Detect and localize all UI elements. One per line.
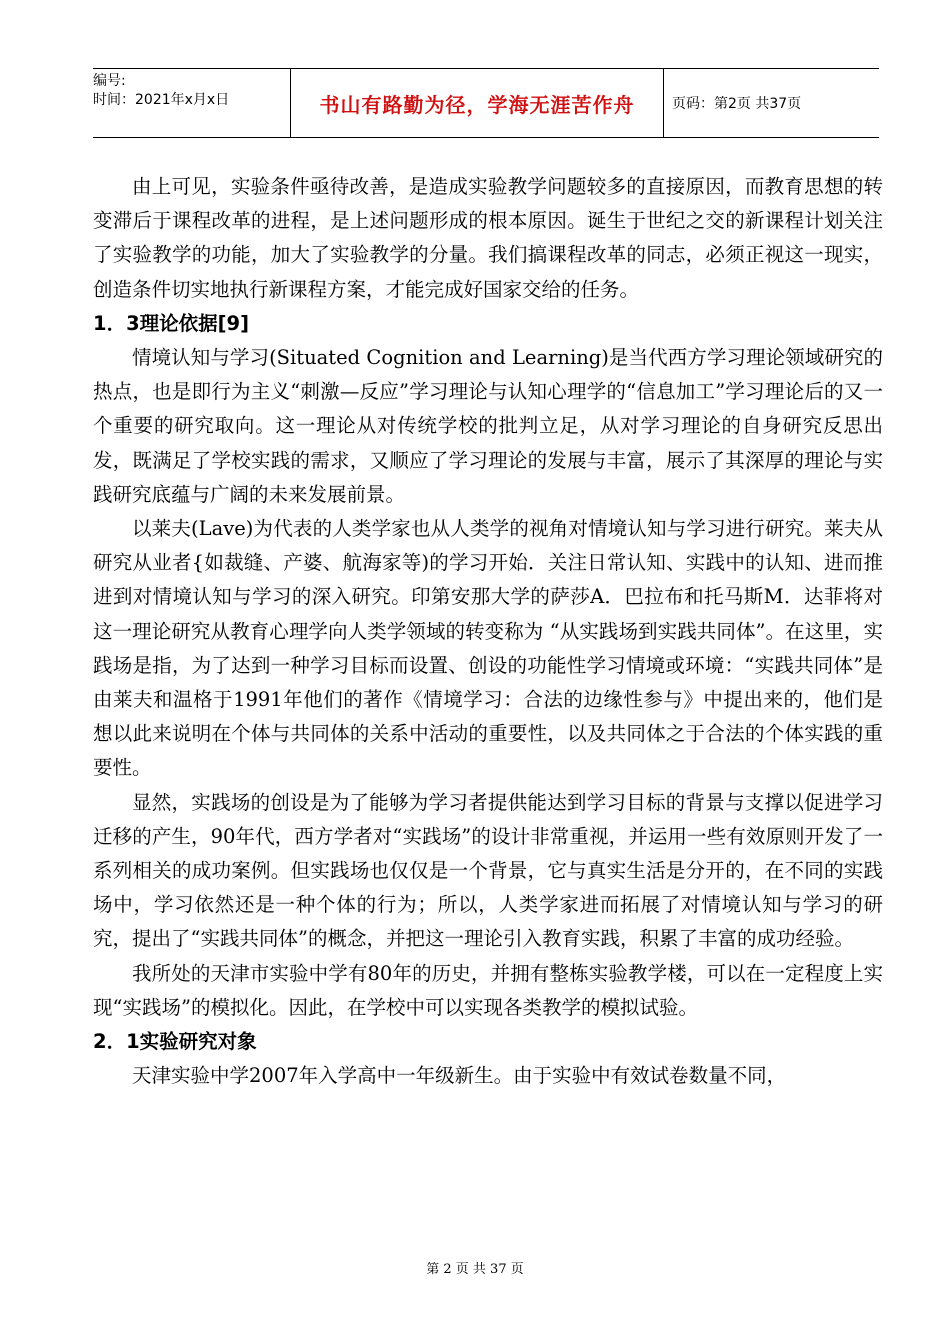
document-body — [93, 170, 883, 1093]
paragraph: 天津实验中学2007年入学高中一年级新生。由于实验中有效试卷数量不同， — [132, 1064, 787, 1088]
page-footer: 第 2 页 共 37 页 — [426, 1262, 524, 1277]
paragraph: 我所处的天津市实验中学有80年的历史，并拥有整栋实验教学楼，可以在一定程度上实现“实践场”的模拟化。因此，在学校中可以实现各类教学的模拟试验。 — [93, 961, 883, 1019]
section-heading: 1．3理论依据[9] — [93, 311, 250, 335]
header-page-info: 页码：第2页 共37页 — [672, 96, 802, 112]
paragraph: 以莱夫(Lave)为代表的人类学家也从人类学的视角对情境认知与学习进行研究。莱夫从研究从业者{如裁缝、产婆、航海家等)的学习开始．关注日常认知、实践中的认知、进而推进到对情境认知与学习的深入研究。印第安那大学的萨莎A．巴拉布和托马斯M．达菲将对这一理论研究从教育心理学向人类学领域的转变称为 “从实践场到实践共同体”。在这里，实践场是指，为了达到一种学习目标而设置、创设的功能性学习情境或环境：“实践共同体”是由莱夫和温格于1991年他们的著作《情境学习：合法的边缘性参与》中提出来的，他们是想以此来说明在个体与共同体的关系中活动的重要性，以及共同体之于合法的个体实践的重要性。 — [93, 517, 883, 780]
document-time-label: 时间：2021年x月x日 — [93, 92, 230, 108]
header-meta — [93, 69, 291, 137]
paragraph: 由上可见，实验条件亟待改善，是造成实验教学问题较多的直接原因，而教育思想的转变滞后于课程改革的进程，是上述问题形成的根本原因。诞生于世纪之交的新课程计划关注了实验教学的功能，加大了实验教学的分量。我们搞课程改革的同志，必须正视这一现实，创造条件切实地执行新课程方案，才能完成好国家交给的任务。 — [93, 175, 883, 301]
header-motto: 书山有路勤为径，学海无涯苦作舟 — [291, 69, 664, 137]
section-heading: 2．1实验研究对象 — [93, 1030, 257, 1054]
paragraph: 显然，实践场的创设是为了能够为学习者提供能达到学习目标的背景与支撑以促进学习迁移的产生，90年代，西方学者对“实践场”的设计非常重视，并运用一些有效原则开发了一系列相关的成功案例。但实践场也仅仅是一个背景，它与真实生活是分开的，在不同的实践场中，学习依然还是一种个体的行为；所以，人类学家进而拓展了对情境认知与学习的研究，提出了“实践共同体”的概念，并把这一理论引入教育实践，积累了丰富的成功经验。 — [93, 790, 883, 951]
document-number-label: 编号: — [93, 73, 126, 89]
paragraph: 情境认知与学习(Situated Cognition and Learning)是当代西方学习理论领域研究的热点，也是即行为主义“刺激—反应”学习理论与认知心理学的“信息加工”学习理论后的又一个重要的研究取向。这一理论从对传统学校的批判立足，从对学习理论的自身研究反思出发，既满足了学校实践的需求，又顺应了学习理论的发展与丰富，展示了其深厚的理论与实践研究底蕴与广阔的未来发展前景。 — [93, 346, 883, 506]
page-header — [93, 68, 879, 138]
